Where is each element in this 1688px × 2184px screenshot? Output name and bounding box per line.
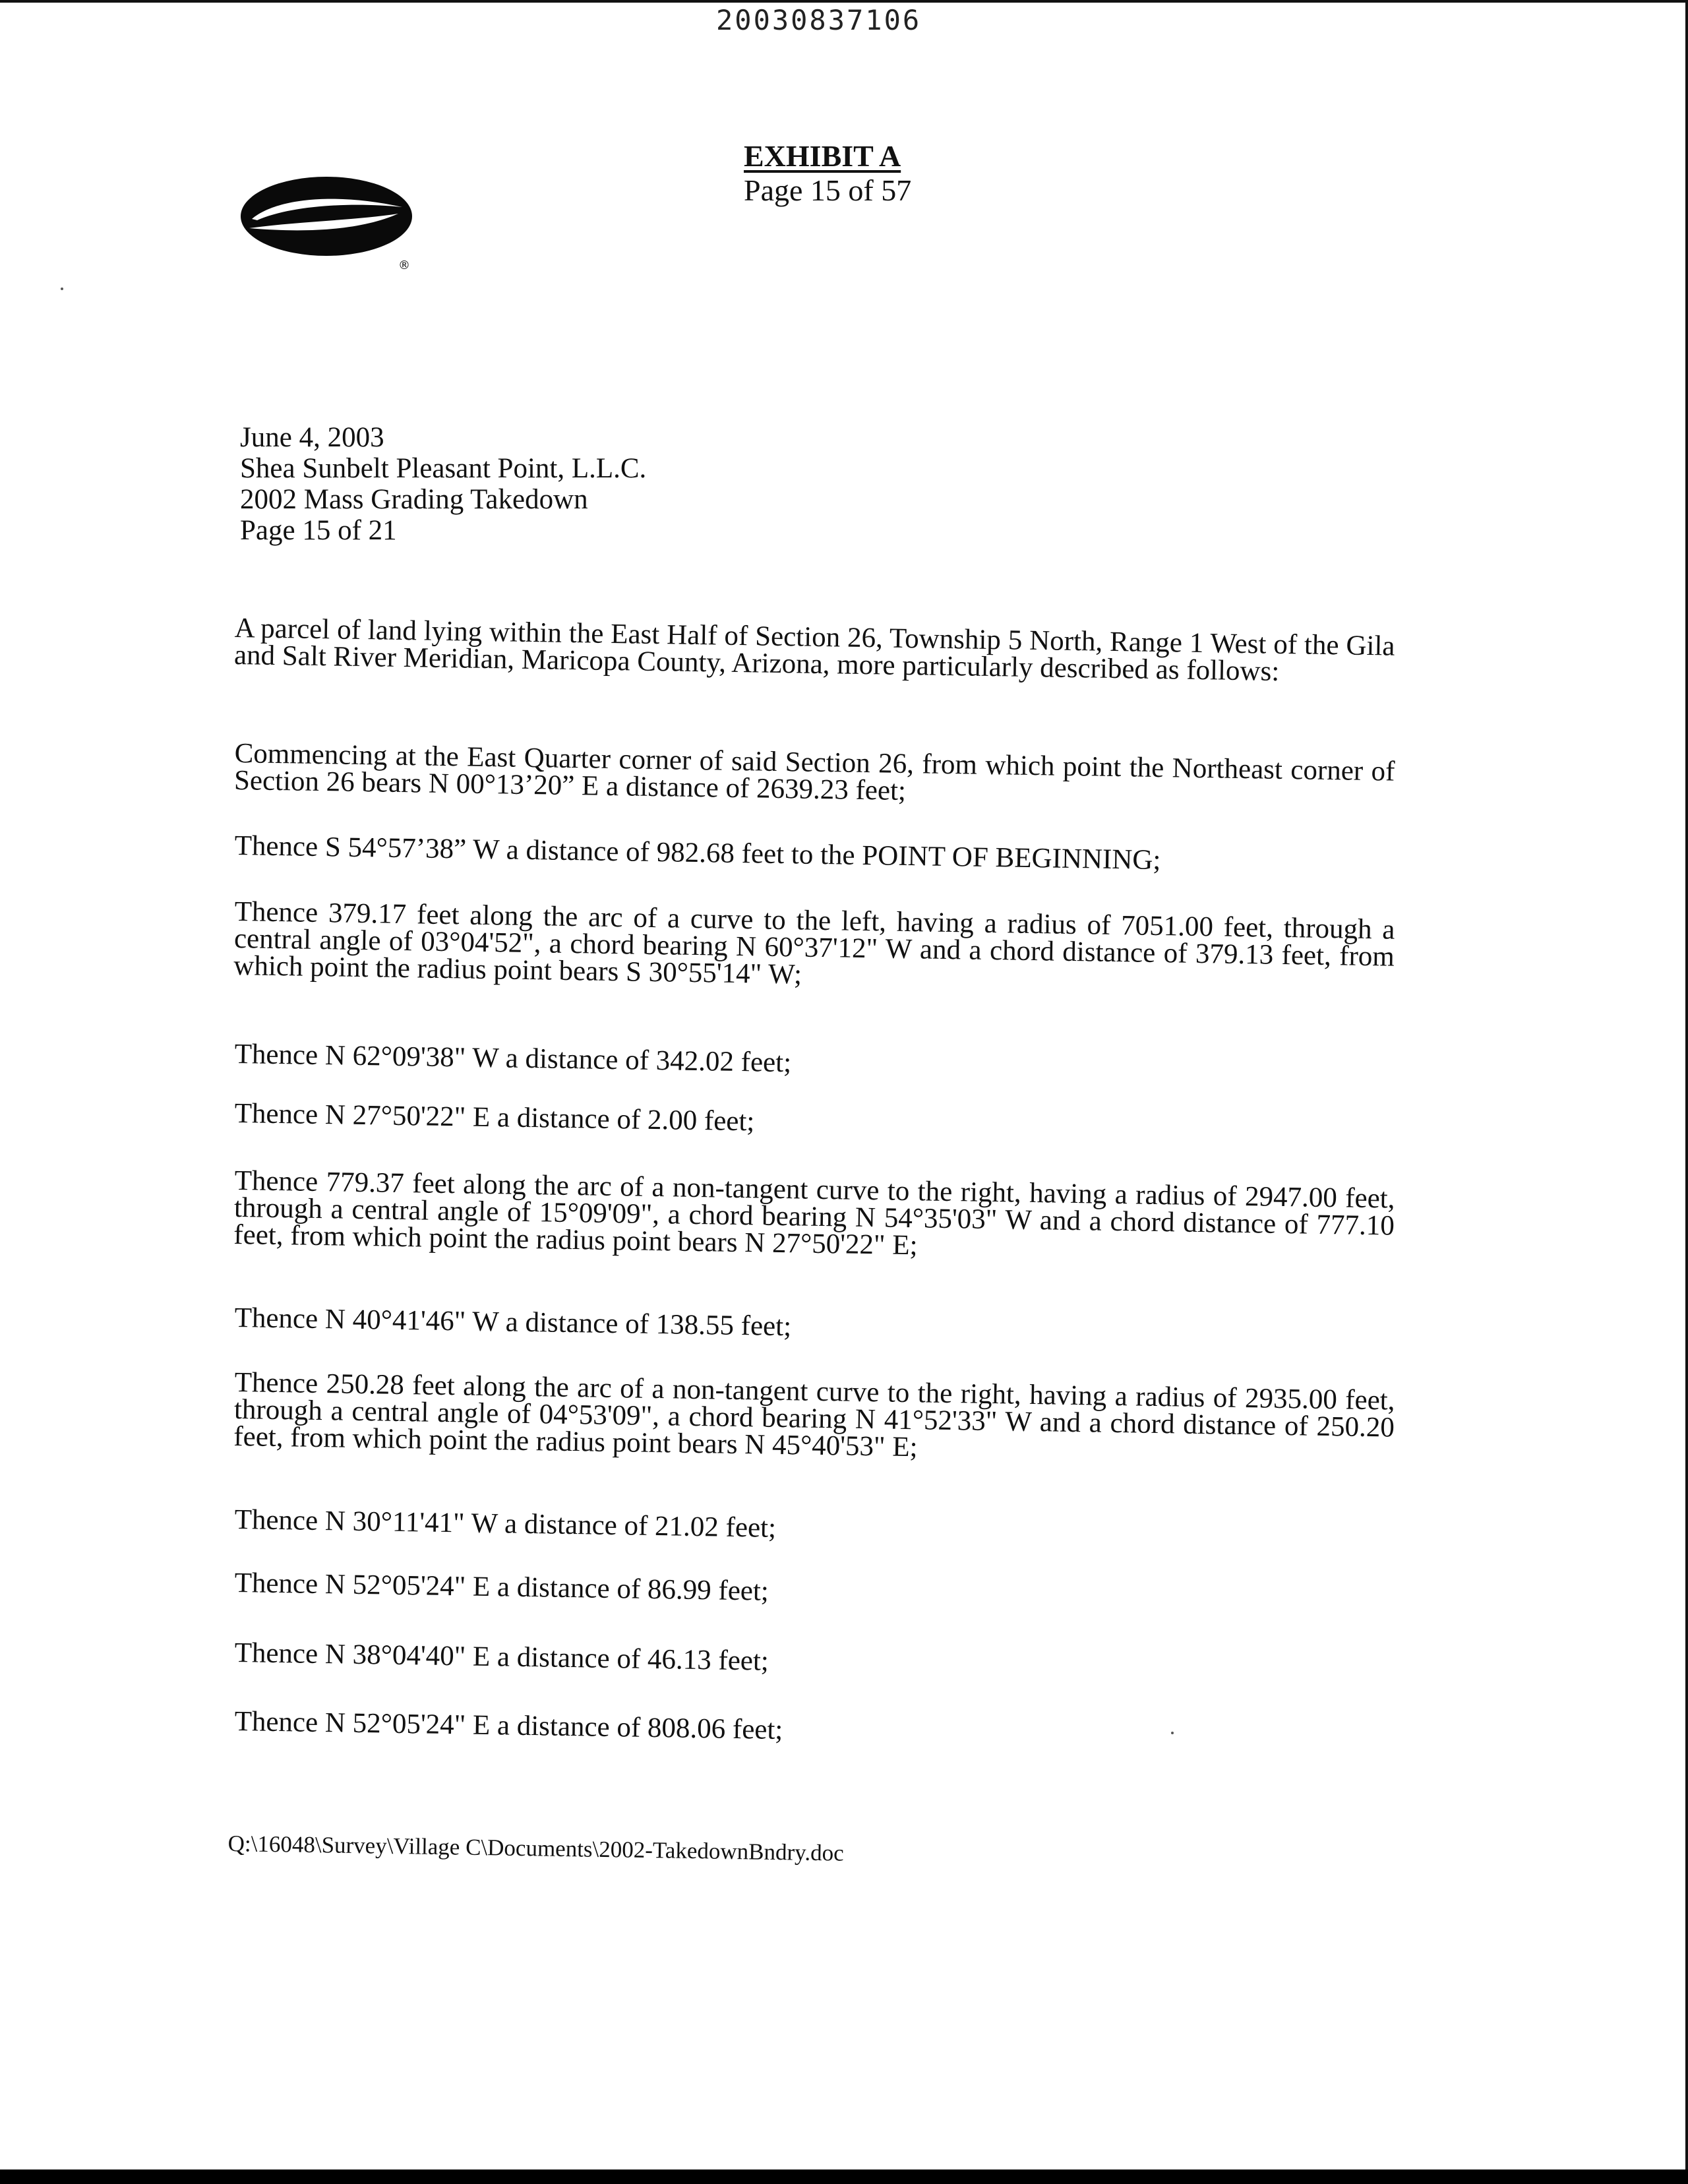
course-paragraph: Thence N 30°11'41" W a distance of 21.02 feet; bbox=[234, 1504, 777, 1544]
exhibit-page-number: Page 15 of 57 bbox=[744, 173, 912, 207]
registered-mark: ® bbox=[398, 258, 410, 272]
company-name: Shea Sunbelt Pleasant Point, L.L.C. bbox=[240, 453, 647, 484]
footer-file-path: Q:\16048\Survey\Village C\Documents\2002-TakedownBndry.doc bbox=[227, 1831, 845, 1866]
scan-speck bbox=[1171, 1732, 1174, 1734]
project-name: 2002 Mass Grading Takedown bbox=[240, 484, 588, 515]
course-paragraph: Thence 379.17 feet along the arc of a curve to the left, having a radius of 7051.00 feet, through a central angle of 03°04'52", a chord bearing N 60°37'12" W and a chord distance of 379.13 feet, from which point the radius point bears S 30°55'14" W; bbox=[233, 896, 1395, 990]
bottom-border-line bbox=[0, 2169, 1688, 2184]
course-paragraph: Thence N 38°04'40" E a distance of 46.13 feet; bbox=[234, 1637, 769, 1677]
letter-header bbox=[240, 422, 646, 546]
scan-speck bbox=[61, 288, 63, 290]
exhibit-title: EXHIBIT A bbox=[744, 139, 901, 173]
document-number: 20030837106 bbox=[716, 4, 922, 36]
right-border-line bbox=[1685, 0, 1688, 2184]
letter-page-number: Page 15 of 21 bbox=[240, 515, 397, 546]
commencing-paragraph: Commencing at the East Quarter corner of said Section 26, from which point the Northeast corner of Section 26 bears N 00°13’20” E a distance of 2639.23 feet; bbox=[233, 738, 1395, 806]
letter-date: June 4, 2003 bbox=[240, 422, 384, 453]
course-paragraph: Thence N 62°09'38" W a distance of 342.02 feet; bbox=[234, 1039, 792, 1079]
course-paragraph: Thence N 27°50'22" E a distance of 2.00 feet; bbox=[234, 1098, 755, 1138]
course-paragraph: Thence N 40°41'46" W a distance of 138.55 feet; bbox=[234, 1302, 792, 1343]
course-paragraph: Thence 250.28 feet along the arc of a non-tangent curve to the right, having a radius of 2935.00 feet, through a central angle of 04°53'09", a chord bearing N 41°52'33" W and a chord distance of 250.20 feet, from which point the radius point bears N 45°40'53" E; bbox=[233, 1367, 1395, 1463]
course-paragraph: Thence N 52°05'24" E a distance of 808.06 feet; bbox=[234, 1706, 783, 1746]
course-paragraph: Thence N 52°05'24" E a distance of 86.99 feet; bbox=[234, 1567, 769, 1607]
course-paragraph: Thence 779.37 feet along the arc of a non-tangent curve to the right, having a radius of 2947.00 feet, through a central angle of 15°09'09", a chord bearing N 54°35'03" W and a chord distance of 777.10 feet, from which point the radius point bears N 27°50'22" E; bbox=[233, 1165, 1395, 1261]
top-border-line bbox=[0, 0, 1688, 3]
legal-description-paragraph: A parcel of land lying within the East Half of Section 26, Township 5 North, Range 1 West of the Gila and Salt River Meridian, Maricopa County, Arizona, more particularly described as follows: bbox=[233, 613, 1395, 687]
course-paragraph: Thence S 54°57’38” W a distance of 982.68 feet to the POINT OF BEGINNING; bbox=[234, 830, 1161, 876]
shea-s-logo-icon bbox=[237, 173, 415, 272]
